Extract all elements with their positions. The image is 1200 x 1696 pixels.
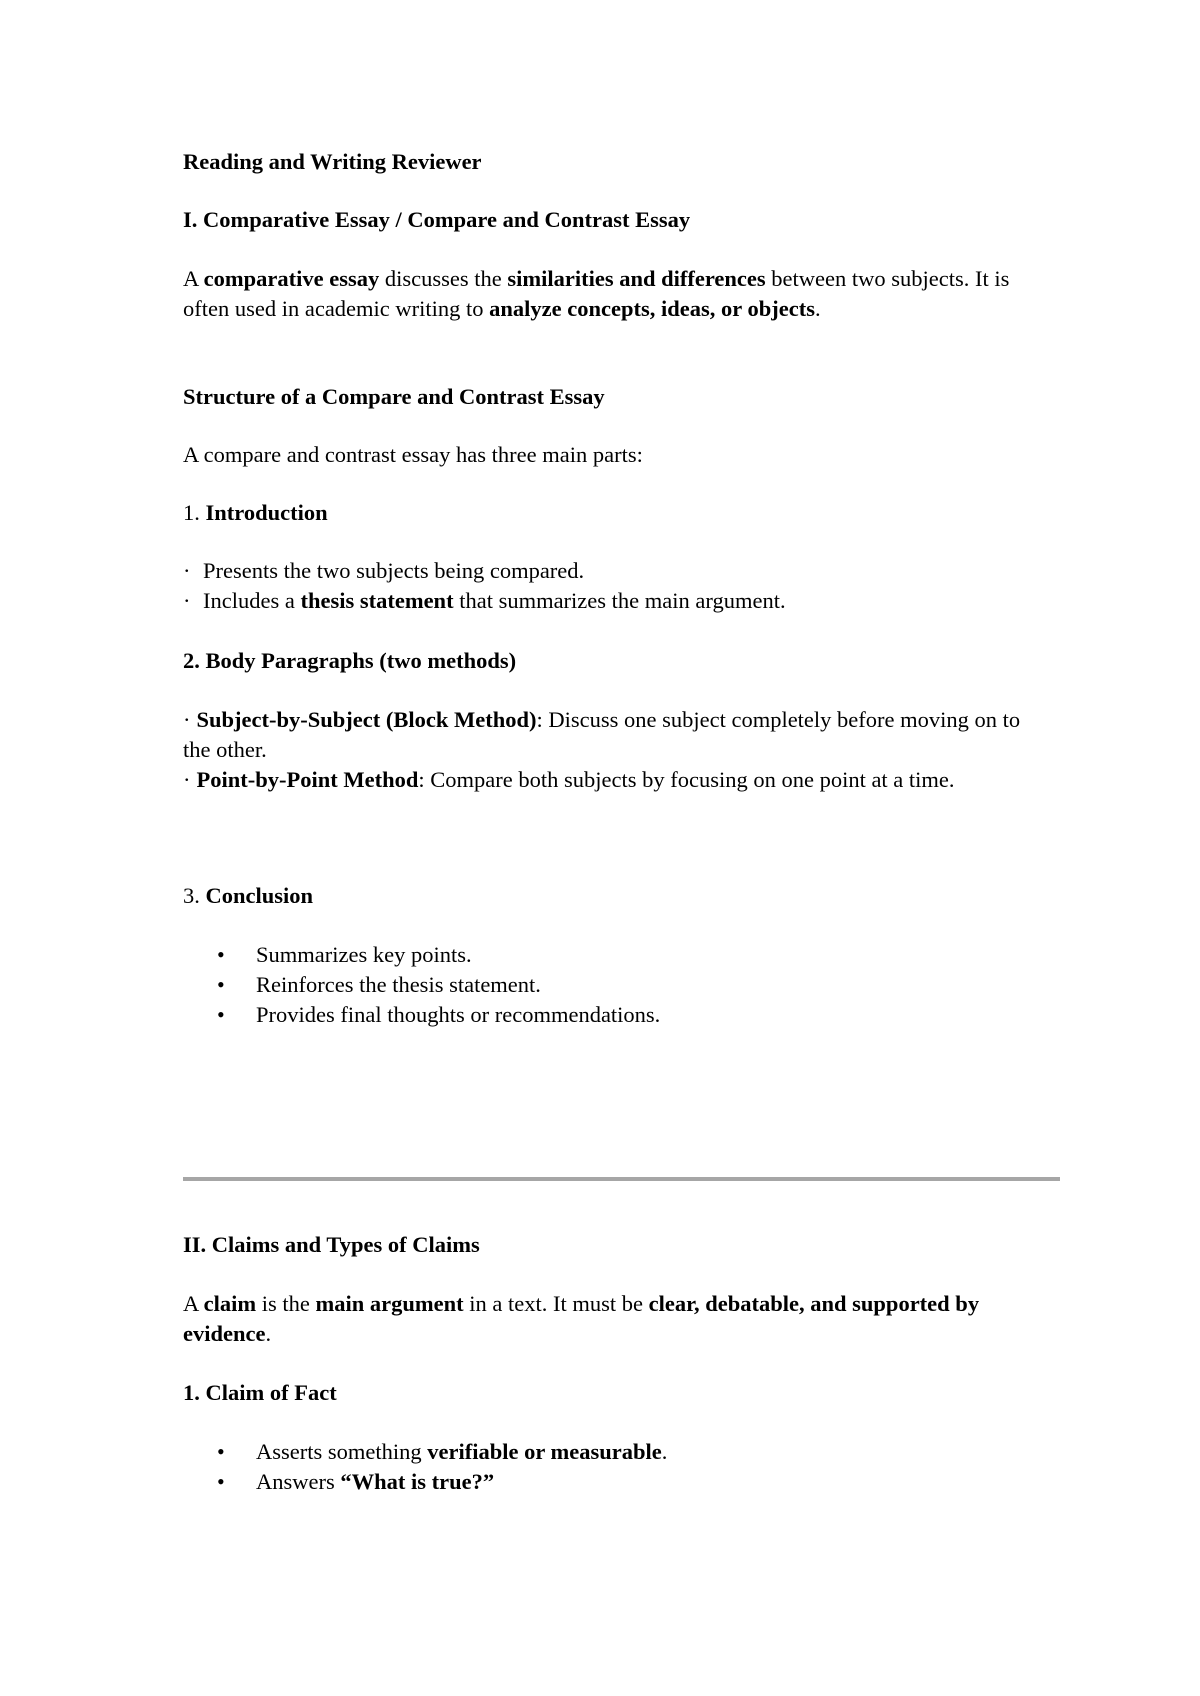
list-item: · Point-by-Point Method: Compare both subjects by focusing on one point at a time.	[183, 767, 955, 792]
list-item: • Answers “What is true?”	[183, 1467, 1053, 1497]
list-item: • Provides final thoughts or recommendations.	[183, 1000, 1053, 1030]
section-heading-claims: II. Claims and Types of Claims	[183, 1232, 480, 1257]
comparative-essay-definition: A comparative essay discusses the similarities and differences between two subjects. It is often used in academic writing to analyze concepts, ideas, or objects.	[183, 266, 1010, 321]
section-heading-comparative-essay: I. Comparative Essay / Compare and Contrast Essay	[183, 207, 691, 232]
horizontal-divider	[183, 1177, 1060, 1181]
list-item: • Summarizes key points.	[183, 940, 1053, 970]
list-item: • Reinforces the thesis statement.	[183, 970, 1053, 1000]
part-introduction-heading: 1. Introduction	[183, 500, 328, 525]
body-methods-list	[183, 705, 1053, 795]
claim-definition: A claim is the main argument in a text. It must be clear, debatable, and supported by evidence.	[183, 1291, 980, 1346]
conclusion-list	[183, 940, 1053, 1030]
introduction-list	[183, 556, 1053, 616]
list-item: · Subject-by-Subject (Block Method): Discuss one subject completely before moving on to the other.	[183, 707, 1021, 762]
claim-of-fact-heading: 1. Claim of Fact	[183, 1380, 337, 1405]
list-item: · Presents the two subjects being compared.	[183, 558, 585, 583]
claim-of-fact-list	[183, 1437, 1053, 1497]
part-conclusion-heading: 3. Conclusion	[183, 883, 314, 908]
structure-heading: Structure of a Compare and Contrast Essay	[183, 384, 605, 409]
document-title: Reading and Writing Reviewer	[183, 149, 482, 174]
list-item: · Includes a thesis statement that summarizes the main argument.	[183, 588, 786, 613]
part-body-paragraphs-heading: 2. Body Paragraphs (two methods)	[183, 648, 517, 673]
list-item: • Asserts something verifiable or measurable.	[183, 1437, 1053, 1467]
structure-lead: A compare and contrast essay has three main parts:	[183, 442, 643, 467]
